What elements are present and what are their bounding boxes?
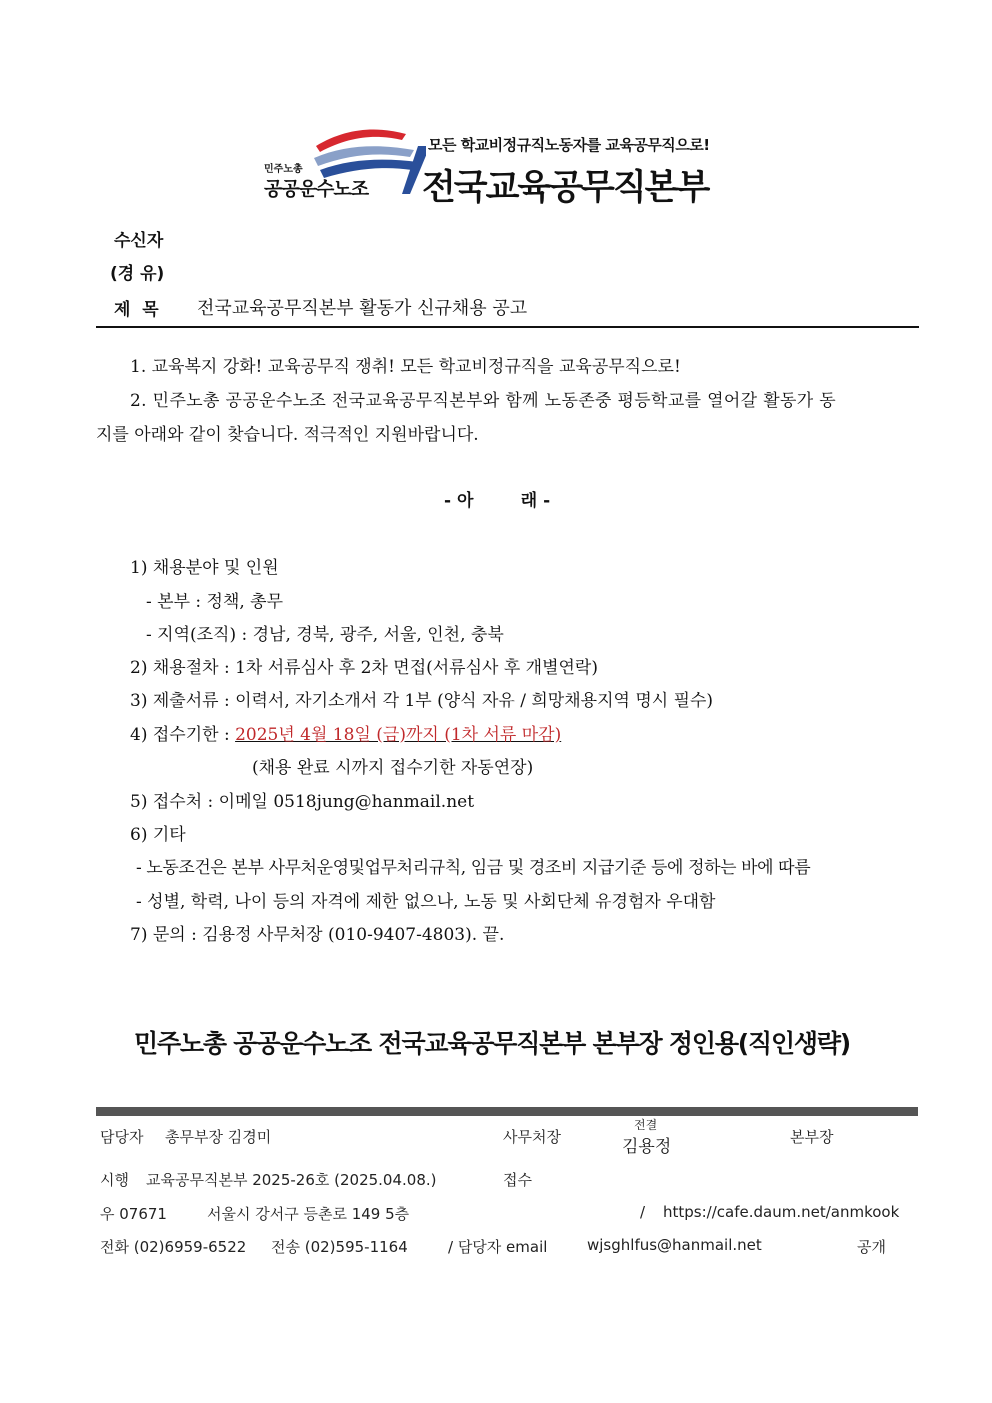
manager-label: 담당자 — [100, 1128, 144, 1146]
item-5: 5) 접수처 : 이메일 0518jung@hanmail.net — [130, 792, 475, 812]
subject-label: 제 목 — [114, 300, 159, 320]
disclosure-status: 공개 — [857, 1238, 886, 1256]
paragraph-1: 1. 교육복지 강화! 교육공무직 쟁취! 모든 학교비정규직을 교육공무직으로! — [130, 357, 681, 377]
letterhead-logo — [262, 124, 752, 208]
address: 서울시 강서구 등촌로 149 5층 — [207, 1205, 410, 1223]
hq-name: 전국교육공무직본부 — [422, 168, 709, 208]
cafe-url-link[interactable]: https://cafe.daum.net/anmkook — [663, 1203, 900, 1221]
issue-label: 시행 — [100, 1171, 129, 1189]
below-title: - 아 래 - — [444, 491, 551, 511]
phone: 전화 (02)6959-6522 — [100, 1238, 247, 1256]
issue-value: 교육공무직본부 2025-26호 (2025.04.08.) — [146, 1171, 437, 1189]
url-separator: / — [640, 1203, 646, 1221]
via-label: (경 유) — [110, 264, 165, 284]
postal-code: 우 07671 — [100, 1205, 167, 1223]
item-6: 6) 기타 — [130, 825, 186, 845]
fax: 전송 (02)595-1164 — [271, 1238, 408, 1256]
paragraph-2-line-1: 2. 민주노총 공공운수노조 전국교육공무직본부와 함께 노동존중 평등학교를 열어갈 활동가 동 — [130, 391, 837, 411]
item-4-note: (채용 완료 시까지 접수기한 자동연장) — [252, 758, 534, 778]
item-6b: - 성별, 학력, 나이 등의 자격에 제한 없으나, 노동 및 사회단체 유경험자 우대함 — [136, 892, 716, 912]
footer-divider — [96, 1107, 918, 1116]
email-link[interactable]: wjsghlfus@hanmail.net — [587, 1236, 762, 1254]
head-label: 본부장 — [790, 1128, 834, 1146]
org-name: 공공운수노조 — [264, 178, 369, 200]
item-6a: - 노동조건은 본부 사무처운영및업무처리규칙, 임금 및 경조비 지급기준 등에 정하는 바에 따름 — [136, 858, 811, 878]
approval-name: 김용정 — [622, 1137, 672, 1157]
email-label: / 담당자 email — [448, 1238, 548, 1256]
item-4-label: 4) 접수기한 : — [130, 725, 236, 745]
receipt-label: 접수 — [503, 1171, 532, 1189]
item-7: 7) 문의 : 김용정 사무처장 (010-9407-4803). 끝. — [130, 925, 505, 945]
item-1a: - 본부 : 정책, 총무 — [146, 592, 284, 612]
subject-text: 전국교육공무직본부 활동가 신규채용 공고 — [197, 298, 528, 319]
deadline-highlight: 2025년 4월 18일 (금)까지 (1차 서류 마감) — [235, 725, 562, 745]
manager-value: 총무부장 김경미 — [165, 1128, 272, 1146]
item-2: 2) 채용절차 : 1차 서류심사 후 2차 면접(서류심사 후 개별연락) — [130, 658, 598, 678]
issuer-signature: 민주노총 공공운수노조 전국교육공무직본부 본부장 정인용(직인생략) — [134, 1029, 851, 1058]
item-3: 3) 제출서류 : 이력서, 자기소개서 각 1부 (양식 자유 / 희망채용지역 명시 필수) — [130, 691, 714, 711]
item-1: 1) 채용분야 및 인원 — [130, 558, 279, 578]
recipient-label: 수신자 — [114, 231, 164, 251]
slogan: 모든 학교비정규직노동자를 교육공무직으로! — [428, 136, 710, 154]
header-divider — [96, 326, 919, 328]
item-1b: - 지역(조직) : 경남, 경북, 광주, 서울, 인천, 충북 — [146, 625, 504, 645]
paragraph-2-line-2: 지를 아래와 같이 찾습니다. 적극적인 지원바랍니다. — [96, 425, 479, 445]
secretary-label: 사무처장 — [503, 1128, 561, 1146]
org-small-label: 민주노총 — [264, 164, 303, 175]
approval-mark: 전결 — [634, 1118, 658, 1132]
item-4 — [130, 718, 561, 752]
